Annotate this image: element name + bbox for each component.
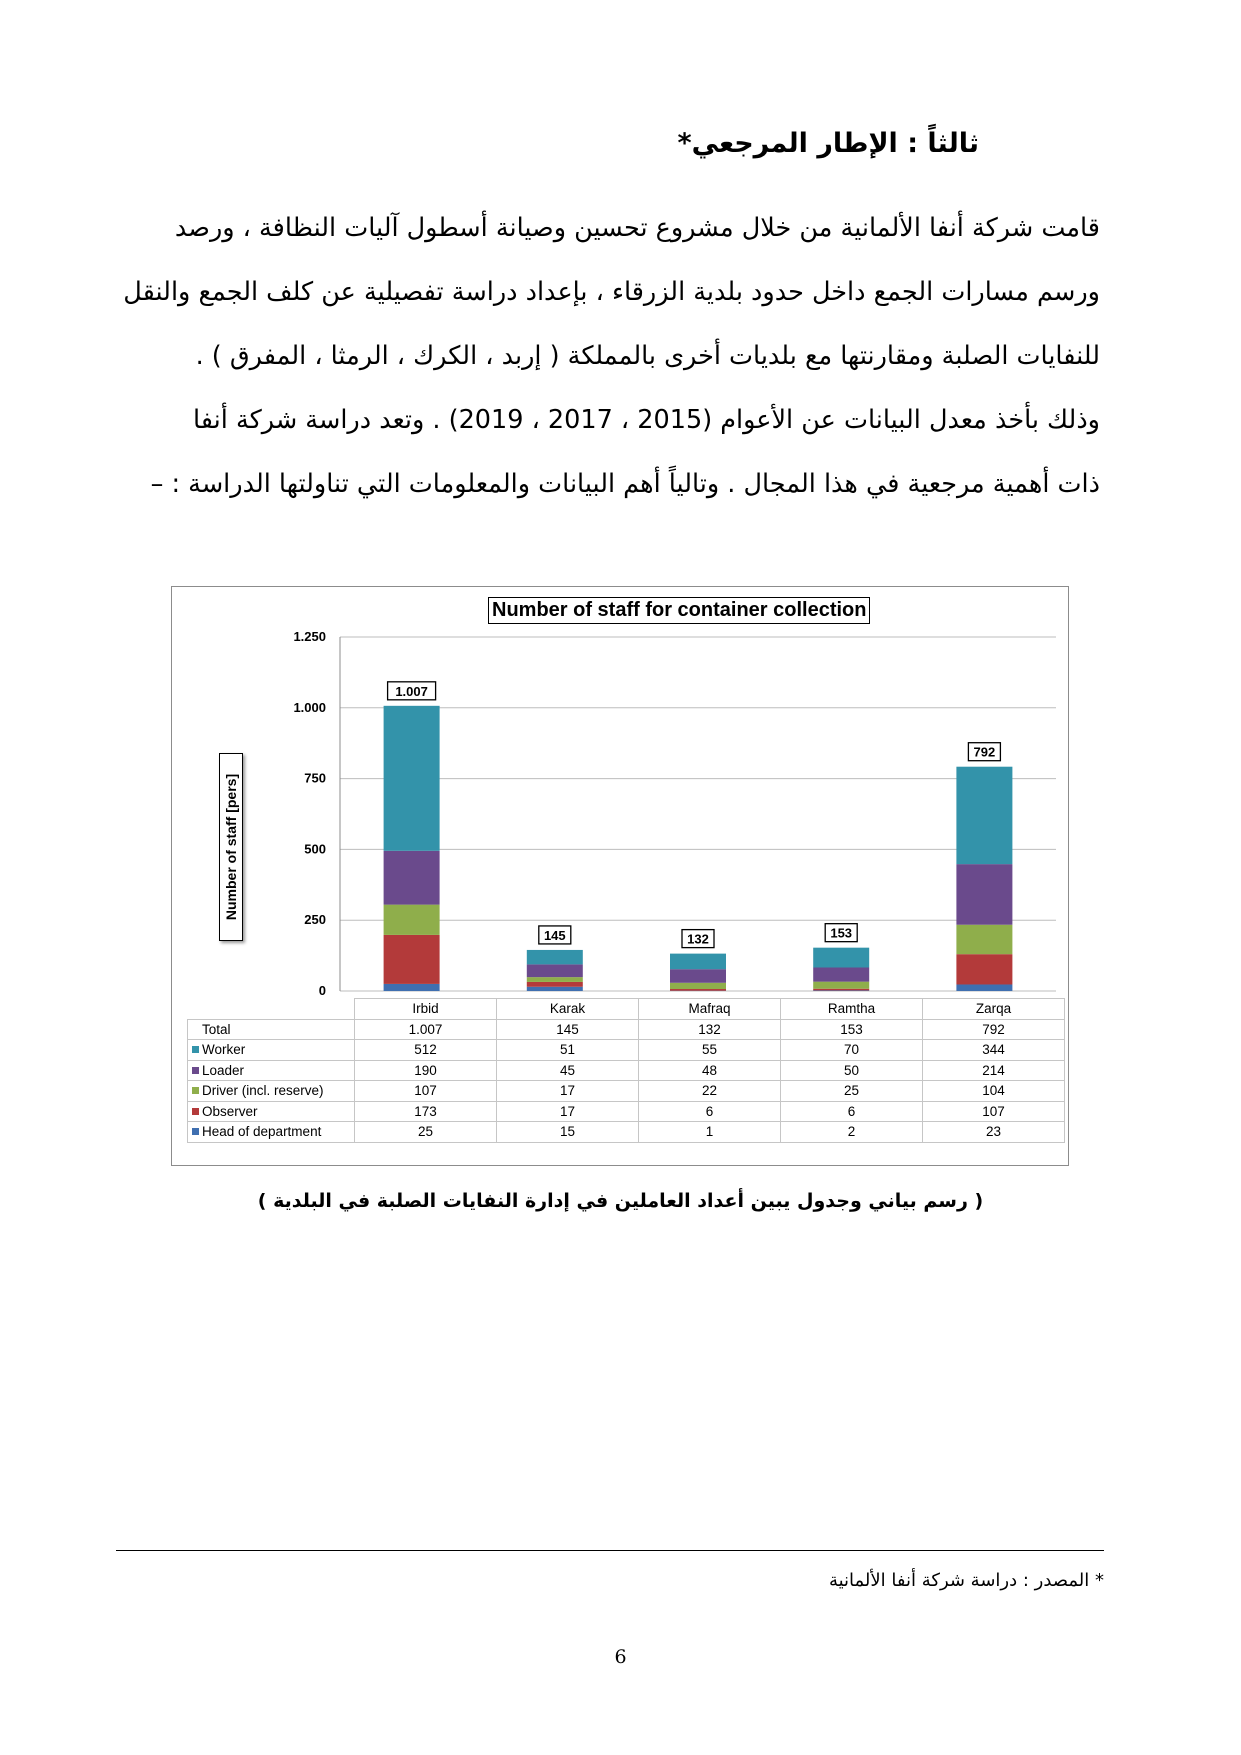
table-cell: 50	[781, 1060, 923, 1081]
table-row-loader	[188, 1060, 1065, 1081]
bar-segment	[813, 982, 869, 989]
table-cell: 512	[355, 1040, 497, 1061]
table-cell: 1.007	[355, 1019, 497, 1040]
table-row-label: Worker	[202, 1042, 246, 1058]
bar-segment	[956, 954, 1012, 984]
table-row-head-of-department	[188, 1122, 1065, 1143]
paragraph-line: للنفايات الصلبة ومقارنتها مع بلديات أخرى بالمملكة ( إربد ، الكرك ، الرمثا ، المفرق ) .	[195, 341, 1100, 371]
table-cell: 6	[639, 1101, 781, 1122]
page-number: 6	[614, 1646, 627, 1668]
paragraph-line: ذات أهمية مرجعية في هذا المجال . وتالياً أهم البيانات والمعلومات التي تناولتها الدراسة : –	[150, 469, 1100, 499]
table-cell: 17	[497, 1081, 639, 1102]
table-cell: 51	[497, 1040, 639, 1061]
bar-segment	[384, 706, 440, 851]
data-table	[187, 998, 1065, 1143]
table-cell: 55	[639, 1040, 781, 1061]
total-data-label: 145	[543, 927, 566, 943]
table-row-label: Driver (incl. reserve)	[202, 1083, 324, 1099]
table-cell: 173	[355, 1101, 497, 1122]
footnote: * المصدر : دراسة شركة أنفا الألمانية	[828, 1570, 1104, 1591]
table-column-header: Irbid	[355, 999, 497, 1020]
table-cell: 23	[923, 1122, 1065, 1143]
body-paragraph	[120, 196, 1100, 516]
table-cell: 107	[355, 1081, 497, 1102]
table-column-header: Ramtha	[781, 999, 923, 1020]
table-column-header: Zarqa	[923, 999, 1065, 1020]
bar-segment	[384, 905, 440, 935]
footnote-divider	[116, 1550, 1104, 1551]
bar-segment	[813, 948, 869, 968]
bar-segment	[670, 983, 726, 989]
table-cell: 22	[639, 1081, 781, 1102]
table-row-header	[188, 1040, 355, 1061]
table-cell: 25	[781, 1081, 923, 1102]
table-row-header	[188, 1081, 355, 1102]
paragraph-line: ورسم مسارات الجمع داخل حدود بلدية الزرقاء ، بإعداد دراسة تفصيلية عن كلف الجمع والنقل	[123, 277, 1100, 307]
table-row-label: Head of department	[202, 1124, 322, 1140]
table-cell: 792	[923, 1019, 1065, 1040]
bar-segment	[956, 925, 1012, 954]
legend-swatch-loader	[192, 1067, 199, 1074]
table-cell: 2	[781, 1122, 923, 1143]
total-data-label: 132	[687, 931, 709, 947]
legend-swatch-head-of-department	[192, 1128, 199, 1135]
table-corner	[188, 999, 355, 1020]
table-row-worker	[188, 1040, 1065, 1061]
y-tick-label: 500	[304, 841, 326, 857]
figure-caption: ( رسم بياني وجدول يبين أعداد العاملين في إدارة النفايات الصلبة في البلدية )	[257, 1190, 984, 1212]
table-cell: 153	[781, 1019, 923, 1040]
legend-swatch-worker	[192, 1046, 199, 1053]
table-cell: 48	[639, 1060, 781, 1081]
bar-segment	[527, 987, 583, 991]
bar-segment	[956, 984, 1012, 991]
table-row-observer	[188, 1101, 1065, 1122]
table-cell: 107	[923, 1101, 1065, 1122]
chart-title: Number of staff for container collection	[488, 597, 870, 624]
table-cell: 214	[923, 1060, 1065, 1081]
bar-segment	[384, 935, 440, 984]
bar-segment	[813, 989, 869, 991]
y-axis-label-box	[219, 753, 243, 941]
y-tick-label: 750	[304, 770, 326, 786]
table-cell: 70	[781, 1040, 923, 1061]
bar-segment	[956, 864, 1012, 925]
chart-container	[171, 586, 1069, 1166]
bar-segment	[813, 967, 869, 981]
bar-segment	[527, 964, 583, 977]
table-column-header: Karak	[497, 999, 639, 1020]
table-row-header	[188, 1060, 355, 1081]
table-row-label: Total	[188, 1019, 355, 1040]
bar-segment	[670, 989, 726, 991]
y-tick-label: 0	[318, 983, 326, 997]
table-cell: 344	[923, 1040, 1065, 1061]
table-cell: 25	[355, 1122, 497, 1143]
table-row-label: Loader	[202, 1062, 245, 1078]
table-cell: 145	[497, 1019, 639, 1040]
table-cell: 1	[639, 1122, 781, 1143]
table-row-driver	[188, 1081, 1065, 1102]
stacked-bar-chart	[172, 587, 1068, 997]
table-row-header	[188, 1101, 355, 1122]
table-cell: 190	[355, 1060, 497, 1081]
bar-segment	[670, 954, 726, 970]
y-axis-label: Number of staff [pers]	[223, 773, 239, 921]
bar-segment	[527, 982, 583, 987]
table-cell: 15	[497, 1122, 639, 1143]
table-cell: 45	[497, 1060, 639, 1081]
bar-segment	[670, 969, 726, 983]
legend-swatch-observer	[192, 1108, 199, 1115]
table-header-row	[188, 999, 1065, 1020]
paragraph-line: قامت شركة أنفا الألمانية من خلال مشروع تحسين وصيانة أسطول آليات النظافة ، ورصد	[174, 213, 1100, 243]
bar-segment	[527, 950, 583, 964]
paragraph-line: وذلك بأخذ معدل البيانات عن الأعوام (2015 ، 2017 ، 2019) . وتعد دراسة شركة أنفا	[192, 405, 1100, 435]
table-cell: 132	[639, 1019, 781, 1040]
table-cell: 6	[781, 1101, 923, 1122]
bar-segment	[813, 990, 869, 991]
table-row-header	[188, 1122, 355, 1143]
table-row-total	[188, 1019, 1065, 1040]
total-data-label: 792	[973, 744, 996, 760]
table-column-header: Mafraq	[639, 999, 781, 1020]
bar-segment	[384, 984, 440, 991]
bar-segment	[527, 977, 583, 982]
section-heading: ثالثاً : الإطار المرجعي*	[677, 128, 979, 159]
total-data-label: 1.007	[395, 683, 428, 699]
legend-swatch-driver	[192, 1087, 199, 1094]
y-tick-label: 250	[304, 912, 326, 928]
y-tick-label: 1.000	[293, 699, 326, 715]
y-tick-label: 1.250	[293, 629, 326, 644]
bar-segment	[384, 851, 440, 905]
total-data-label: 153	[830, 925, 853, 941]
table-cell: 104	[923, 1081, 1065, 1102]
bar-segment	[956, 767, 1012, 864]
table-row-label: Observer	[202, 1103, 258, 1119]
table-cell: 17	[497, 1101, 639, 1122]
